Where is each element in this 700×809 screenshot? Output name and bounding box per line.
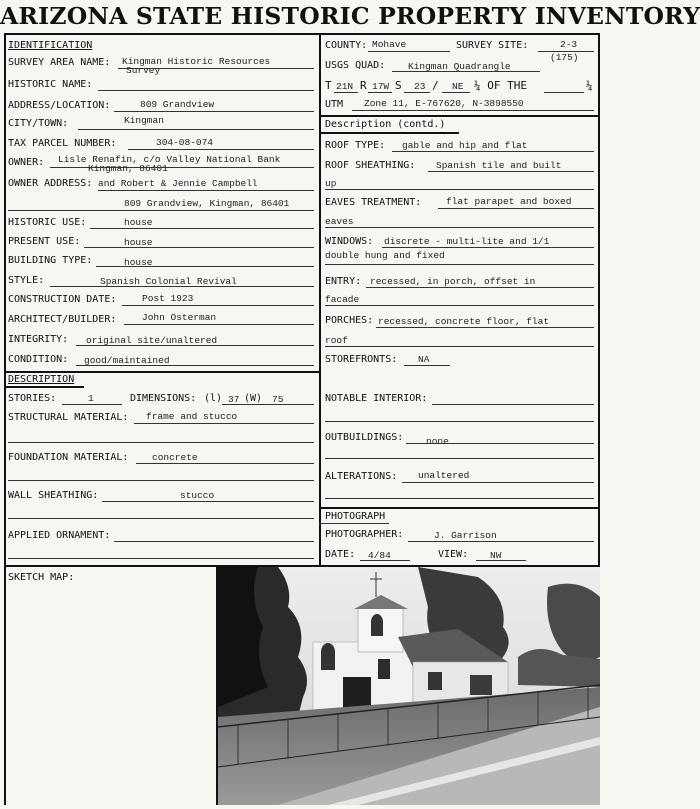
trs-of-the: ¼ OF THE	[474, 79, 527, 92]
photo-date-value: 4/84	[368, 550, 391, 561]
eaves-value: flat parapet and boxed	[446, 196, 572, 207]
foundation-material-value: concrete	[152, 452, 198, 463]
photographer-value: J. Garrison	[434, 530, 497, 541]
tax-parcel-label: TAX PARCEL NUMBER:	[8, 138, 117, 149]
architect-value: John Osterman	[142, 312, 217, 323]
utm-value: Zone 11, E-767620, N-3898550	[364, 98, 524, 109]
owner-value: Lisle Renafin, c/o Valley National Bank	[58, 154, 281, 165]
survey-site-value-2: (175)	[550, 52, 579, 63]
alterations-label: ALTERATIONS:	[325, 471, 398, 482]
sketch-map-label: SKETCH MAP:	[8, 572, 75, 583]
storefronts-label: STOREFRONTS:	[325, 354, 398, 365]
photo-view-value: NW	[490, 550, 502, 561]
alterations-value: unaltered	[418, 470, 470, 481]
outbuildings-value: none	[426, 436, 449, 447]
windows-value-2: double hung and fixed	[325, 250, 445, 261]
trs-s-value: 23	[414, 81, 426, 92]
porches-value-2: roof	[325, 335, 348, 346]
wall-sheathing-value: stucco	[180, 490, 215, 501]
survey-site-value: 2-3	[560, 39, 578, 50]
survey-area-label: SURVEY AREA NAME:	[8, 57, 111, 68]
survey-area-value-2: Survey	[126, 65, 161, 76]
present-use-value: house	[124, 237, 153, 248]
eaves-value-2: eaves	[325, 216, 354, 227]
roof-sheathing-label: ROOF SHEATHING:	[325, 160, 416, 171]
owner-value-2: Kingman, 86401	[88, 163, 168, 174]
structural-material-value: frame and stucco	[146, 411, 238, 422]
style-label: STYLE:	[8, 275, 45, 286]
dimensions-label: DIMENSIONS:	[130, 393, 197, 404]
address-label: ADDRESS/LOCATION:	[8, 100, 111, 111]
integrity-value: original site/unaltered	[86, 335, 218, 346]
integrity-label: INTEGRITY:	[8, 334, 69, 345]
trs-r-value: 17W	[372, 81, 390, 92]
tax-parcel-value: 304-08-074	[156, 137, 214, 148]
building-type-label: BUILDING TYPE:	[8, 255, 93, 266]
building-type-value: house	[124, 257, 153, 268]
windows-label: WINDOWS:	[325, 236, 374, 247]
owner-label: OWNER:	[8, 157, 45, 168]
outbuildings-label: OUTBUILDINGS:	[325, 432, 404, 443]
condition-value: good/maintained	[84, 355, 170, 366]
trs-end: ¼	[586, 79, 593, 92]
entry-value-2: facade	[325, 294, 360, 305]
roof-type-value: gable and hip and flat	[402, 140, 528, 151]
historic-name-label: HISTORIC NAME:	[8, 79, 93, 90]
historic-use-value: house	[124, 217, 153, 228]
wall-sheathing-label: WALL SHEATHING:	[8, 490, 99, 501]
construction-date-label: CONSTRUCTION DATE:	[8, 294, 117, 305]
usgs-quad-value: Kingman Quadrangle	[408, 61, 511, 72]
storefronts-value: NA	[418, 354, 430, 365]
form-title: ARIZONA STATE HISTORIC PROPERTY INVENTORY	[0, 2, 700, 30]
dimensions-l: (l)	[204, 393, 223, 404]
stories-label: STORIES:	[8, 393, 57, 404]
dimensions-w: (W)	[244, 393, 263, 404]
address-value: 809 Grandview	[140, 99, 215, 110]
city-value: Kingman	[124, 115, 164, 126]
roof-sheathing-value: Spanish tile and built	[436, 160, 562, 171]
photo-view-label: VIEW:	[438, 549, 469, 560]
roof-sheathing-value-2: up	[325, 178, 337, 189]
identification-heading: IDENTIFICATION	[8, 40, 93, 51]
trs-slash: /	[432, 79, 439, 92]
roof-type-label: ROOF TYPE:	[325, 140, 386, 151]
entry-label: ENTRY:	[325, 276, 362, 287]
house-photo	[218, 567, 600, 805]
architect-label: ARCHITECT/BUILDER:	[8, 314, 117, 325]
trs-quarter-value: NE	[452, 81, 464, 92]
construction-date-value: Post 1923	[142, 293, 194, 304]
county-value: Mohave	[372, 39, 407, 50]
photo-date-label: DATE:	[325, 549, 356, 560]
trs-s-label: S	[395, 79, 402, 92]
notable-interior-label: NOTABLE INTERIOR:	[325, 393, 428, 404]
photograph-heading: PHOTOGRAPH	[325, 511, 386, 522]
porches-value: recessed, concrete floor, flat	[378, 316, 550, 327]
entry-value: recessed, in porch, offset in	[370, 276, 536, 287]
location-divider	[319, 115, 600, 117]
owner-address-label: OWNER ADDRESS:	[8, 178, 93, 189]
trs-r-label: R	[360, 79, 367, 92]
owner-address-value-2: 809 Grandview, Kingman, 86401	[124, 198, 290, 209]
utm-label: UTM	[325, 99, 344, 110]
photograph-divider	[319, 507, 600, 509]
historic-use-label: HISTORIC USE:	[8, 217, 87, 228]
county-label: COUNTY:	[325, 40, 368, 51]
description-contd-heading: Description (contd.)	[325, 119, 446, 130]
porches-label: PORCHES:	[325, 315, 374, 326]
trs-t-label: T	[325, 79, 332, 92]
present-use-label: PRESENT USE:	[8, 236, 81, 247]
owner-address-value: and Robert & Jennie Campbell	[98, 178, 258, 189]
stories-value: 1	[88, 393, 94, 404]
sketch-map-area	[4, 567, 218, 805]
survey-area-value: Kingman Historic Resources	[122, 56, 271, 67]
usgs-quad-label: USGS QUAD:	[325, 60, 386, 71]
eaves-label: EAVES TREATMENT:	[325, 197, 422, 208]
city-label: CITY/TOWN:	[8, 118, 69, 129]
foundation-material-label: FOUNDATION MATERIAL:	[8, 452, 129, 463]
condition-label: CONDITION:	[8, 354, 69, 365]
survey-site-label: SURVEY SITE:	[456, 40, 529, 51]
trs-t-value: 21N	[336, 81, 354, 92]
description-heading: DESCRIPTION	[8, 374, 75, 385]
dimensions-l-value: 37	[228, 394, 240, 405]
column-divider	[319, 33, 321, 567]
description-divider	[4, 371, 321, 373]
dimensions-w-value: 75	[272, 394, 284, 405]
applied-ornament-label: APPLIED ORNAMENT:	[8, 530, 111, 541]
windows-value: discrete - multi-lite and 1/1	[384, 236, 550, 247]
structural-material-label: STRUCTURAL MATERIAL:	[8, 412, 129, 423]
photographer-label: PHOTOGRAPHER:	[325, 529, 404, 540]
style-value: Spanish Colonial Revival	[100, 276, 237, 287]
